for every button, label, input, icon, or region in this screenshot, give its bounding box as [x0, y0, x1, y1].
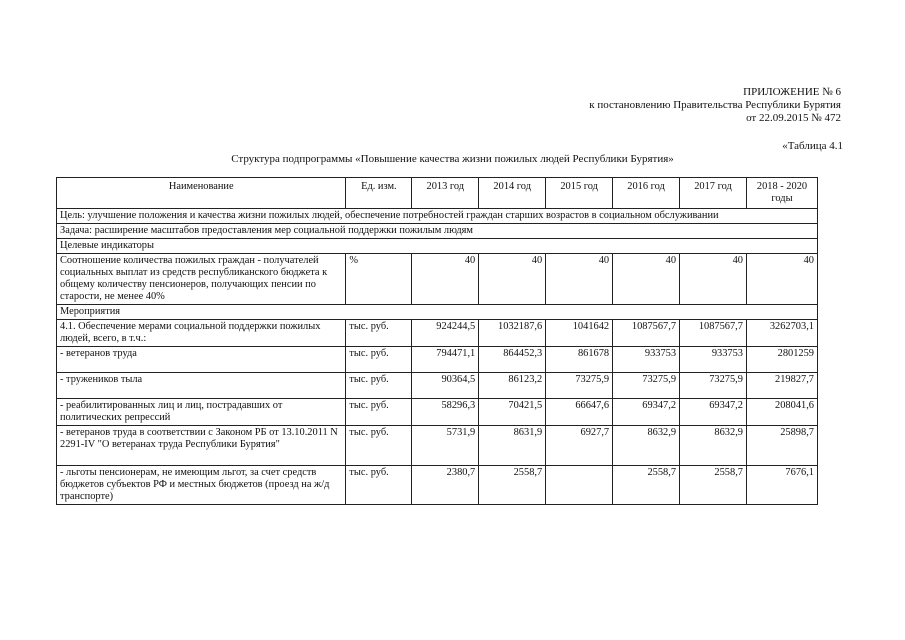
- row-value: 3262703,1: [746, 320, 817, 347]
- row-value: 8632,9: [680, 426, 747, 466]
- indicator-value: 40: [613, 254, 680, 305]
- row-name: - реабилитированных лиц и лиц, пострадавших от политических репрессий: [57, 399, 346, 426]
- row-value: 6927,7: [546, 426, 613, 466]
- row-value: 1087567,7: [613, 320, 680, 347]
- row-name: - тружеников тыла: [57, 373, 346, 399]
- row-unit: тыс. руб.: [346, 426, 412, 466]
- row-value: 861678: [546, 347, 613, 373]
- row-value: 69347,2: [613, 399, 680, 426]
- row-value: 794471,1: [412, 347, 479, 373]
- row-value: 66647,6: [546, 399, 613, 426]
- indicators-label: Целевые индикаторы: [57, 239, 818, 254]
- row-value: 2558,7: [479, 466, 546, 505]
- row-value: 2380,7: [412, 466, 479, 505]
- appendix-number: ПРИЛОЖЕНИЕ № 6: [743, 86, 841, 98]
- column-header: 2015 год: [546, 178, 613, 209]
- goal-row: [57, 209, 818, 224]
- indicator-row: [57, 254, 818, 305]
- row-value: 73275,9: [546, 373, 613, 399]
- table-row: [57, 399, 818, 426]
- row-value: 25898,7: [746, 426, 817, 466]
- row-unit: тыс. руб.: [346, 399, 412, 426]
- column-header: 2014 год: [479, 178, 546, 209]
- row-value: 933753: [680, 347, 747, 373]
- task-cell: Задача: расширение масштабов предоставления мер социальной поддержки пожилым людям: [57, 224, 818, 239]
- appendix-header: [589, 86, 841, 125]
- row-value: 1087567,7: [680, 320, 747, 347]
- subprogram-table: [56, 177, 818, 505]
- task-row: [57, 224, 818, 239]
- row-value: 70421,5: [479, 399, 546, 426]
- table-row: [57, 373, 818, 399]
- row-unit: тыс. руб.: [346, 466, 412, 505]
- row-value: 924244,5: [412, 320, 479, 347]
- row-name: 4.1. Обеспечение мерами социальной поддержки пожилых людей, всего, в т.ч.:: [57, 320, 346, 347]
- indicator-value: 40: [479, 254, 546, 305]
- header-row: [57, 178, 818, 209]
- indicator-value: 40: [412, 254, 479, 305]
- row-value: [546, 466, 613, 505]
- measures-section-row: [57, 305, 818, 320]
- row-value: 933753: [613, 347, 680, 373]
- row-value: 8632,9: [613, 426, 680, 466]
- column-header: Наименование: [57, 178, 346, 209]
- table-label: «Таблица 4.1: [782, 140, 843, 152]
- row-value: 864452,3: [479, 347, 546, 373]
- row-name: - ветеранов труда в соответствии с Законом РБ от 13.10.2011 N 2291-IV "О ветеранах труда Республики Бурятия": [57, 426, 346, 466]
- row-value: 2801259: [746, 347, 817, 373]
- indicators-section-row: [57, 239, 818, 254]
- document-title: Структура подпрограммы «Повышение качества жизни пожилых людей Республики Бурятия»: [231, 153, 674, 165]
- row-value: 219827,7: [746, 373, 817, 399]
- row-value: 8631,9: [479, 426, 546, 466]
- row-value: 69347,2: [680, 399, 747, 426]
- row-value: 2558,7: [613, 466, 680, 505]
- row-name: - льготы пенсионерам, не имеющим льгот, за счет средств бюджетов субъектов РФ и местных бюджетов (проезд на ж/д транспорте): [57, 466, 346, 505]
- row-value: 5731,9: [412, 426, 479, 466]
- row-value: 1032187,6: [479, 320, 546, 347]
- row-unit: тыс. руб.: [346, 347, 412, 373]
- indicator-unit: %: [346, 254, 412, 305]
- indicator-value: 40: [746, 254, 817, 305]
- column-header: 2016 год: [613, 178, 680, 209]
- table-row: [57, 466, 818, 505]
- column-header: Ед. изм.: [346, 178, 412, 209]
- column-header: 2018 - 2020 годы: [746, 178, 817, 209]
- table-row: [57, 426, 818, 466]
- indicator-value: 40: [546, 254, 613, 305]
- row-value: 86123,2: [479, 373, 546, 399]
- indicator-value: 40: [680, 254, 747, 305]
- row-value: 2558,7: [680, 466, 747, 505]
- measures-label: Мероприятия: [57, 305, 818, 320]
- row-value: 90364,5: [412, 373, 479, 399]
- resolution-date: от 22.09.2015 № 472: [746, 112, 841, 124]
- row-name: - ветеранов труда: [57, 347, 346, 373]
- row-unit: тыс. руб.: [346, 320, 412, 347]
- table-row: [57, 347, 818, 373]
- row-value: 73275,9: [680, 373, 747, 399]
- column-header: 2013 год: [412, 178, 479, 209]
- row-value: 58296,3: [412, 399, 479, 426]
- row-value: 208041,6: [746, 399, 817, 426]
- row-value: 1041642: [546, 320, 613, 347]
- table-row: [57, 320, 818, 347]
- resolution-reference: к постановлению Правительства Республики Бурятия: [589, 99, 841, 111]
- row-value: 7676,1: [746, 466, 817, 505]
- goal-cell: Цель: улучшение положения и качества жизни пожилых людей, обеспечение потребностей граждан старших возрастов в социальном обслуживании: [57, 209, 818, 224]
- indicator-name: Соотношение количества пожилых граждан - получателей социальных выплат из средств республиканского бюджета к общему количеству пенсионеров, получающих пенсии по старости, не менее 40%: [57, 254, 346, 305]
- row-value: 73275,9: [613, 373, 680, 399]
- column-header: 2017 год: [680, 178, 747, 209]
- row-unit: тыс. руб.: [346, 373, 412, 399]
